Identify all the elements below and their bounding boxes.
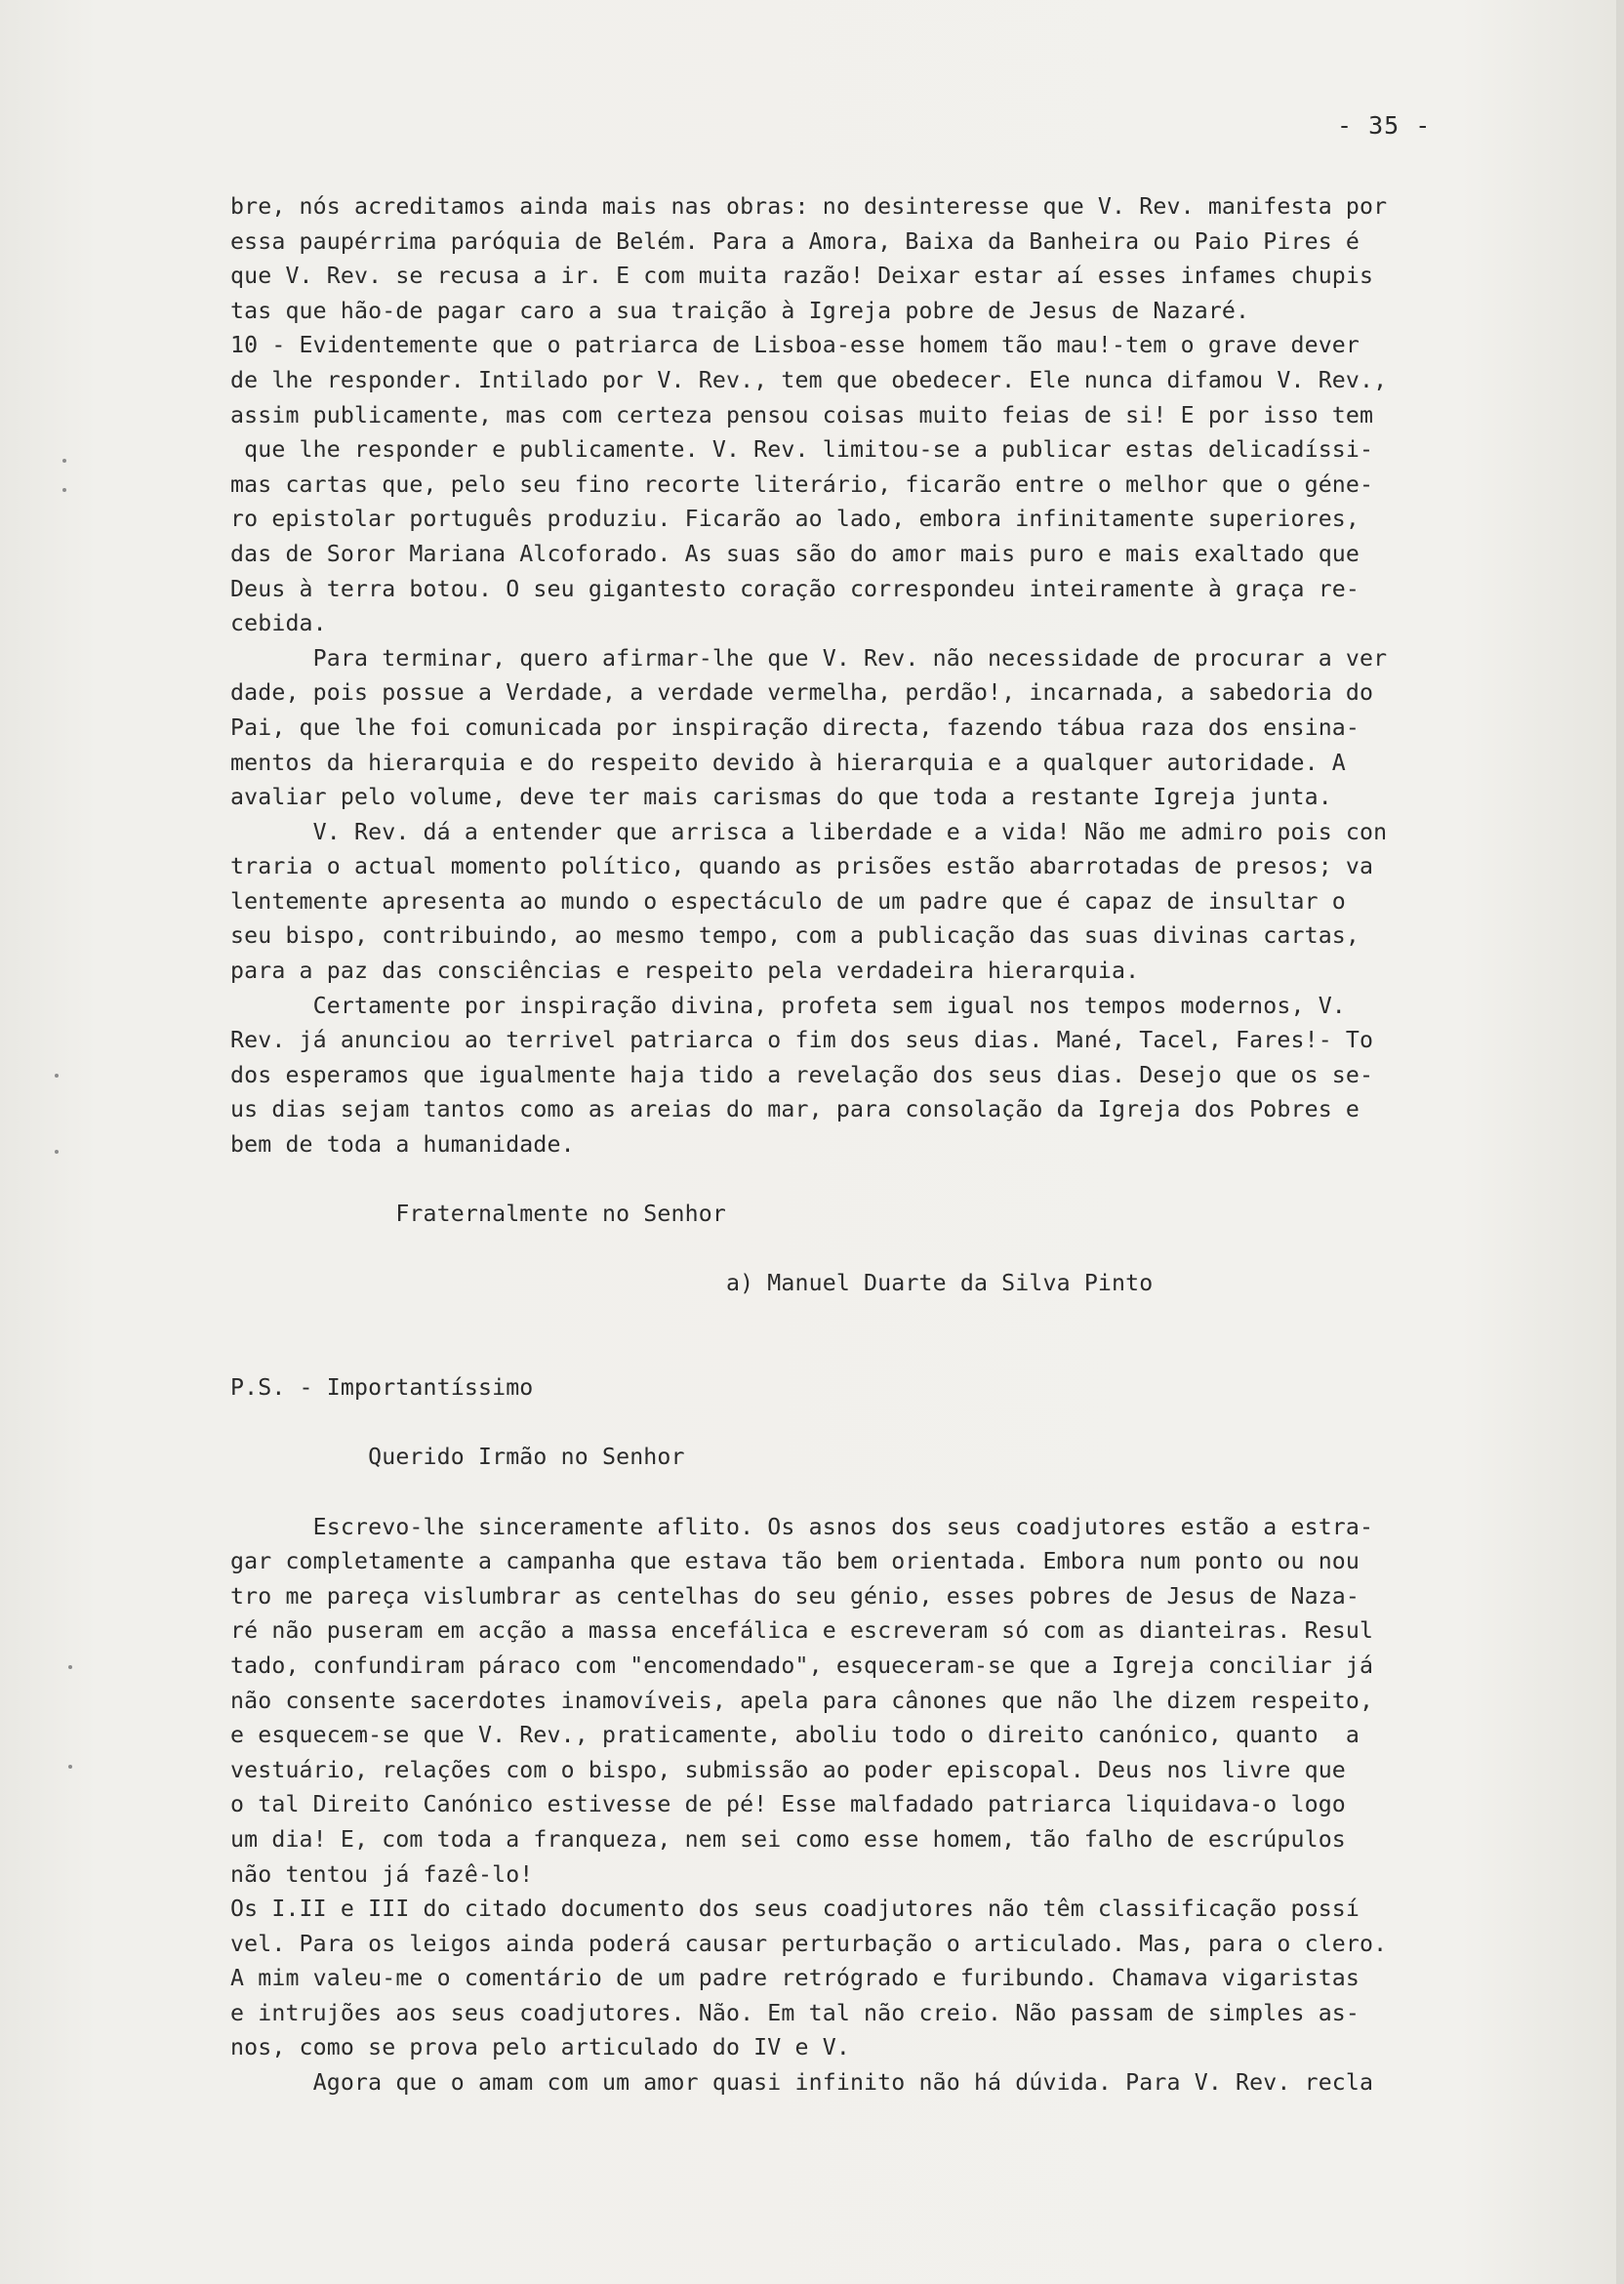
page-edge (1616, 0, 1624, 2284)
text-line: e intrujões aos seus coadjutores. Não. Em tal não creio. Não passam de simples as- (230, 1999, 1360, 2026)
text-line: a) Manuel Duarte da Silva Pinto (230, 1270, 1154, 1297)
text-line: que lhe responder e publicamente. V. Rev. limitou-se a publicar estas delicadíssi- (230, 436, 1374, 464)
text-line: lentemente apresenta ao mundo o espectáculo de um padre que é capaz de insultar o (230, 887, 1346, 915)
text-line: Fraternalmente no Senhor (230, 1201, 726, 1228)
text-line: Deus à terra botou. O seu gigantesto coração correspondeu inteiramente à graça re- (230, 575, 1360, 602)
text-line: vestuário, relações com o bispo, submissão ao poder episcopal. Deus nos livre que (230, 1756, 1346, 1783)
text-line: tro me pareça vislumbrar as centelhas do seu génio, esses pobres de Jesus de Naza- (230, 1582, 1360, 1610)
text-line: Os I.II e III do citado documento dos seus coadjutores não têm classificação possí (230, 1896, 1360, 1923)
text-line: dade, pois possue a Verdade, a verdade vermelha, perdão!, incarnada, a sabedoria do (230, 679, 1374, 707)
margin-mark (68, 1765, 72, 1769)
text-line: ro epistolar português produziu. Ficarão ao lado, embora infinitamente superiores, (230, 506, 1360, 533)
text-line: para a paz das consciências e respeito pela verdadeira hierarquia. (230, 958, 1140, 985)
text-line: nos, como se prova pelo articulado do IV e V. (230, 2034, 850, 2061)
margin-mark (62, 488, 66, 492)
text-line (230, 1406, 1538, 1441)
text-line: vel. Para os leigos ainda poderá causar perturbação o articulado. Mas, para o clero. (230, 1930, 1388, 1957)
text-line: Pai, que lhe foi comunicada por inspiração directa, fazendo tábua raza dos ensina- (230, 714, 1360, 741)
text-line: não tentou já fazê-lo! (230, 1860, 534, 1888)
text-line (230, 1475, 1538, 1510)
page-number: - 35 - (1337, 111, 1432, 140)
text-line: Agora que o amam com um amor quasi infinito não há dúvida. Para V. Rev. recla (230, 2069, 1374, 2097)
margin-mark (62, 459, 66, 463)
text-line (230, 1301, 1538, 1336)
margin-mark (55, 1150, 59, 1154)
text-line: ré não puseram em acção a massa encefálica e escreveram só com as dianteiras. Resul (230, 1617, 1374, 1645)
text-line (230, 1162, 1538, 1198)
text-line: essa paupérrima paróquia de Belém. Para a Amora, Baixa da Banheira ou Paio Pires é (230, 227, 1360, 255)
text-line: avaliar pelo volume, deve ter mais carismas do que toda a restante Igreja junta. (230, 784, 1332, 811)
letter-body (230, 189, 1538, 2100)
text-line (230, 1232, 1538, 1267)
text-line: cebida. (230, 610, 327, 637)
text-line: gar completamente a campanha que estava tão bem orientada. Embora num ponto ou nou (230, 1548, 1360, 1575)
text-line: 10 - Evidentemente que o patriarca de Lisboa-esse homem tão mau!-tem o grave dever (230, 332, 1360, 359)
text-line: o tal Direito Canónico estivesse de pé! Esse malfadado patriarca liquidava-o logo (230, 1791, 1346, 1818)
text-line: tado, confundiram páraco com "encomendado", esqueceram-se que a Igreja conciliar já (230, 1652, 1374, 1679)
text-line: assim publicamente, mas com certeza pensou coisas muito feias de si! E por isso tem (230, 401, 1374, 428)
text-line: tas que hão-de pagar caro a sua traição à Igreja pobre de Jesus de Nazaré. (230, 297, 1250, 324)
text-line: A mim valeu-me o comentário de um padre retrógrado e furibundo. Chamava vigaristas (230, 1965, 1360, 1992)
text-line: não consente sacerdotes inamovíveis, apela para cânones que não lhe dizem respeito, (230, 1687, 1374, 1714)
text-line: e esquecem-se que V. Rev., praticamente, aboliu todo o direito canónico, quanto a (230, 1722, 1360, 1749)
text-line: Escrevo-lhe sinceramente aflito. Os asnos dos seus coadjutores estão a estra- (230, 1513, 1374, 1540)
text-line: bem de toda a humanidade. (230, 1131, 575, 1159)
text-line: V. Rev. dá a entender que arrisca a liberdade e a vida! Não me admiro pois con (230, 818, 1388, 845)
text-line: seu bispo, contribuindo, ao mesmo tempo, com a publicação das suas divinas cartas, (230, 922, 1360, 950)
text-line: dos esperamos que igualmente haja tido a revelação dos seus dias. Desejo que os se- (230, 1061, 1374, 1088)
text-line: Querido Irmão no Senhor (230, 1444, 685, 1471)
text-line: P.S. - Importantíssimo (230, 1374, 534, 1402)
text-line: traria o actual momento político, quando as prisões estão abarrotadas de presos; va (230, 853, 1374, 880)
text-line: um dia! E, com toda a franqueza, nem sei como esse homem, tão falho de escrúpulos (230, 1825, 1346, 1853)
margin-mark (68, 1665, 72, 1669)
text-line: Certamente por inspiração divina, profeta sem igual nos tempos modernos, V. (230, 992, 1346, 1019)
text-line: mentos da hierarquia e do respeito devido à hierarquia e a qualquer autoridade. A (230, 749, 1346, 776)
text-line: de lhe responder. Intilado por V. Rev., tem que obedecer. Ele nunca difamou V. Rev., (230, 366, 1388, 393)
margin-mark (55, 1074, 59, 1078)
text-line: que V. Rev. se recusa a ir. E com muita razão! Deixar estar aí esses infames chupis (230, 263, 1374, 290)
text-line: bre, nós acreditamos ainda mais nas obras: no desinteresse que V. Rev. manifesta por (230, 193, 1388, 220)
text-line (230, 1336, 1538, 1371)
text-line: Para terminar, quero afirmar-lhe que V. Rev. não necessidade de procurar a ver (230, 644, 1388, 672)
text-line: mas cartas que, pelo seu fino recorte literário, ficarão entre o melhor que o géne- (230, 470, 1374, 498)
text-line: us dias sejam tantos como as areias do mar, para consolação da Igreja dos Pobres e (230, 1096, 1360, 1123)
text-line: das de Soror Mariana Alcoforado. As suas são do amor mais puro e mais exaltado que (230, 540, 1360, 567)
text-line: Rev. já anunciou ao terrivel patriarca o fim dos seus dias. Mané, Tacel, Fares!- To (230, 1027, 1374, 1054)
